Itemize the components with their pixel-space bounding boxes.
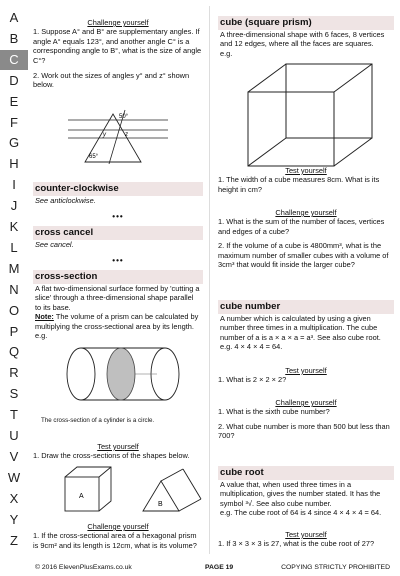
challenge-question-1: 1. If the cross-sectional area of a hexagonal prism is 9cm² and its length is 12cm, what is its volume? [33,531,197,550]
column-divider [209,6,210,554]
cylinder-figure [61,344,187,412]
example-text: e.g. The cube root of 64 is 4 since 4 × 4 × 4 = 64. [220,508,382,518]
term-definition: See anticlockwise. [35,196,96,205]
alphabet-letter-y[interactable]: Y [9,511,19,527]
test-heading: Test yourself [285,530,327,539]
test-section-1 [33,442,203,461]
test-section-2 [218,166,394,194]
challenge-heading: Challenge yourself [275,398,337,407]
alphabet-letter-v[interactable]: V [9,448,19,464]
alphabet-letter-t[interactable]: T [10,407,18,423]
angle-65-label: 65° [89,154,99,160]
separator-dots: ••• [112,256,124,265]
example-label: e.g. [220,48,233,58]
angles-triangle-figure [63,108,173,164]
angle-z-label: z [125,132,128,138]
alphabet-letter-s[interactable]: S [9,386,19,402]
cube-figure [240,60,380,172]
alphabet-letter-k[interactable]: K [9,219,19,234]
copyright-text: © 2016 ElevenPlusExams.co.uk [35,564,132,571]
shape-b-label: B [158,501,163,508]
term-definition: A number which is calculated by using a given number three times in a multiplication. The cube number of a is a × a × a = a³. See also cube root. [220,314,381,342]
alphabet-letter-q[interactable]: Q [8,344,20,360]
test-question-1: 1. If 3 × 3 × 3 is 27, what is the cube root of 27? [218,539,375,549]
test-question-1: 1. The width of a cube measures 8cm. What is its height in cm? [218,175,380,194]
challenge-question-2: 2. If the volume of a cube is 4800mm³, what is the maximum number of smaller cubes with a volume of 3cm³ that would fit inside the larger cube? [218,241,389,270]
challenge-heading: Challenge yourself [275,208,337,217]
note-label: Note: [35,312,54,322]
alphabet-letter-h[interactable]: H [9,156,19,172]
page-number: PAGE 19 [205,564,234,571]
test-heading: Test yourself [97,442,139,451]
page-footer [0,560,400,576]
alphabet-letter-p[interactable]: P [9,323,19,339]
alphabet-letter-m[interactable]: M [8,260,20,276]
angle-50-label: 50° [119,114,129,120]
separator-dots: ••• [112,212,124,221]
alphabet-letter-z[interactable]: Z [10,532,18,548]
challenge-question-1: 1. What is the sum of the number of faces, vertices and edges of a cube? [218,217,385,236]
alphabet-letter-g[interactable]: G [8,135,20,151]
alphabet-letter-c[interactable]: C [0,50,28,70]
alphabet-letter-f[interactable]: F [10,114,18,130]
test-question-1: 1. What is 2 × 2 × 2? [218,375,287,385]
test-section-4 [218,530,394,549]
challenge-section-3 [218,208,394,269]
entry-cube-root [218,466,394,518]
test-heading: Test yourself [285,166,327,175]
figure-caption: The cross-section of a cylinder is a circle. [41,417,155,424]
term-title: cube root [218,466,394,480]
challenge-question-1: 1. What is the sixth cube number? [218,407,330,417]
test-heading: Test yourself [285,366,327,375]
example-text: e.g. 4 × 4 × 4 = 64. [220,342,283,352]
challenge-question-2: 2. What cube number is more than 500 but less than 700? [218,421,390,441]
entry-counter-clockwise [33,182,203,205]
entry-cube [218,16,394,58]
challenge-heading: Challenge yourself [87,18,149,27]
alphabet-letter-a[interactable]: A [9,10,19,25]
alphabet-letter-r[interactable]: R [9,365,19,381]
alphabet-letter-j[interactable]: J [10,198,18,214]
alphabet-letter-i[interactable]: I [12,177,16,193]
alphabet-letter-l[interactable]: L [10,239,18,255]
alphabet-letter-e[interactable]: E [9,93,19,109]
alphabet-letter-b[interactable]: B [9,30,19,46]
shape-a-label: A [79,493,84,500]
challenge-question-2: 2. Work out the sizes of angles y° and z° shown below. [33,71,190,90]
challenge-heading: Challenge yourself [87,522,149,531]
note-text: The volume of a prism can be calculated by multiplying the cross-sectional area by its length. [35,312,199,331]
alphabet-letter-d[interactable]: D [9,72,19,88]
term-title: cross-section [33,270,203,284]
challenge-section-1 [33,18,203,90]
example-label: e.g. [35,331,48,341]
copy-notice: COPYING STRICTLY PROHIBITED [281,564,390,571]
test-section-3 [218,366,394,385]
term-title: cube number [218,300,394,314]
term-title: cube (square prism) [218,16,394,30]
alphabet-letter-x[interactable]: X [9,490,19,506]
test-question-1: 1. Draw the cross-sections of the shapes below. [33,451,190,461]
alphabet-letter-o[interactable]: O [8,302,20,318]
entry-cube-number [218,300,394,352]
alphabet-letter-w[interactable]: W [7,469,21,485]
term-definition: See cancel. [35,240,74,249]
challenge-question-1: 1. Suppose A° and B° are supplementary angles. If angle A° equals 123°, and another angle C° is a corresponding angle to B°, what is the size of angle C°? [33,27,202,65]
term-definition: A value that, when used three times in a multiplication, gives the number stated. It has the symbol ³√. See also cube number. [220,480,381,508]
challenge-section-4 [218,398,394,441]
term-title: cross cancel [33,226,203,240]
alphabet-letter-u[interactable]: U [9,428,19,443]
term-definition: A three-dimensional shape with 6 faces, 8 vertices and 12 edges, where all the faces are squares. [220,30,385,49]
term-title: counter-clockwise [33,182,203,196]
term-definition: A flat two-dimensional surface formed by 'cutting a slice' through a three-dimensional shape parallel to its base. [35,284,200,312]
entry-cross-cancel [33,226,203,249]
challenge-section-2 [33,522,203,550]
shapes-figure [53,463,203,515]
entry-cross-section [33,270,203,340]
angle-y-label: y [103,132,106,138]
alphabet-letter-n[interactable]: N [9,281,19,297]
